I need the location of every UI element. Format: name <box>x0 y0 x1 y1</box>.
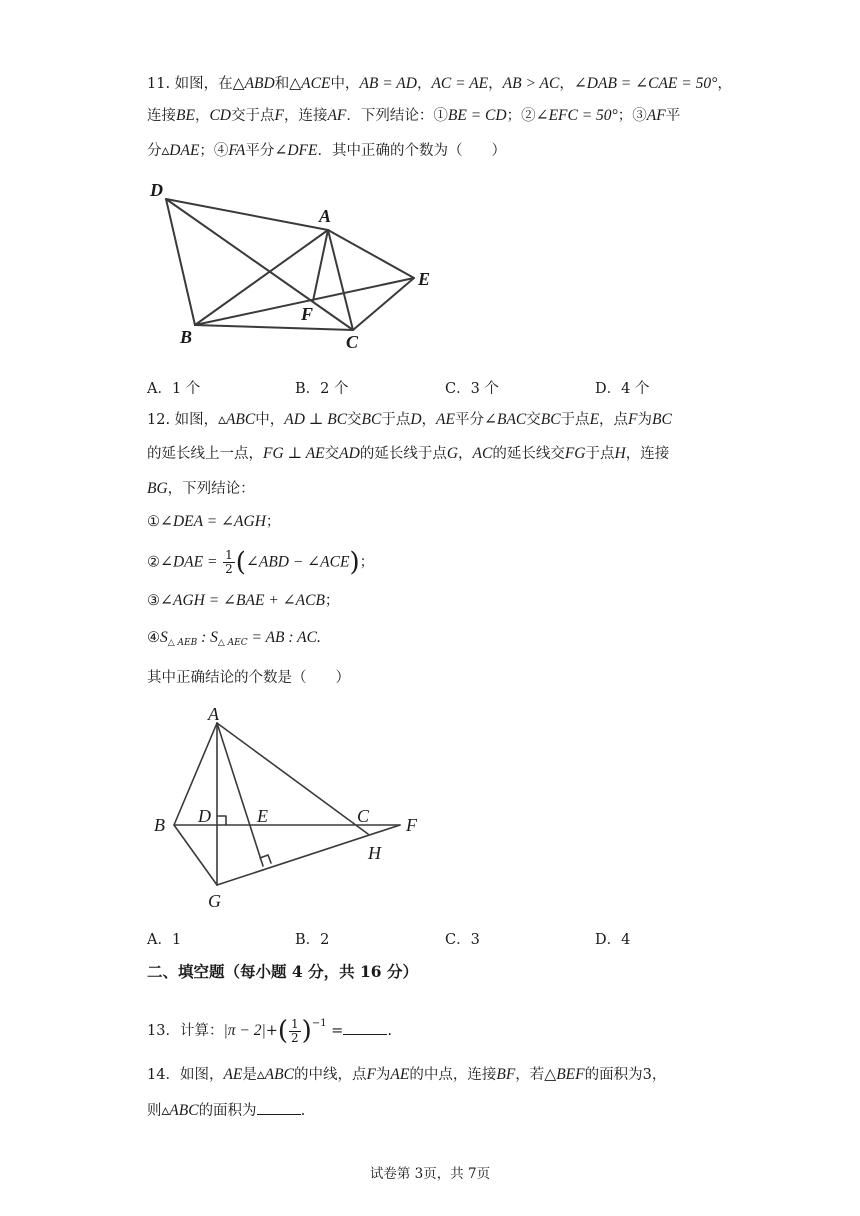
q12-math: BC <box>361 411 382 428</box>
q11-text: ；③ <box>617 108 647 124</box>
q13-text: . <box>387 1023 392 1039</box>
q11-math: BE = CD <box>447 107 507 124</box>
q12-text: 交 <box>324 446 340 462</box>
q12-math: ∠ABD − ∠ACE <box>245 553 350 571</box>
q12-text: 于点 <box>585 446 615 462</box>
q12-text: ，点 <box>599 412 629 428</box>
q12-conclusion-4 <box>147 628 321 653</box>
q12-math: FG <box>564 445 586 462</box>
q12-math: F <box>628 411 638 428</box>
q14-text: 则 <box>147 1103 162 1119</box>
q12-text: ③ <box>147 593 160 609</box>
q14-math: BF <box>496 1066 516 1083</box>
q12-text: ； <box>265 514 281 530</box>
q11-line-2 <box>147 106 680 126</box>
label-d: D <box>198 806 211 826</box>
q12-math: ∠AGH = ∠BAE + ∠ACB <box>160 592 325 609</box>
fraction-numerator: 1 <box>291 1016 299 1031</box>
q14-math: ▵ABC <box>161 1102 199 1119</box>
label-e: E <box>257 806 268 826</box>
right-angle-d <box>217 816 226 825</box>
q11-text: ， <box>488 76 503 92</box>
q11-text: 连接 <box>147 108 176 124</box>
q11-math: AB > AC <box>502 75 560 92</box>
q12-conclusion-3 <box>147 591 339 611</box>
q12-conclusion-2 <box>147 549 374 576</box>
q11-math: △ACE <box>289 75 331 92</box>
q12-math: AD <box>339 445 360 462</box>
fraction-numerator: 1 <box>225 548 233 562</box>
q12-text: ① <box>147 514 160 530</box>
q11-math: ∠DAB = ∠CAE = 50° <box>573 75 718 92</box>
q13-text: = <box>326 1023 344 1039</box>
q11-figure <box>140 172 450 357</box>
answer-blank[interactable] <box>343 1019 387 1035</box>
q11-text: 中， <box>330 76 360 92</box>
fraction-denominator: 2 <box>291 1030 299 1045</box>
q14-text: 的中点，连接 <box>409 1067 497 1083</box>
q14-text: 的面积为 <box>198 1103 257 1119</box>
q12-math: S <box>210 629 218 646</box>
segment-ae-extended <box>217 723 263 866</box>
q12-text: 中， <box>255 412 285 428</box>
segment-db <box>166 199 195 325</box>
segment-ae <box>328 230 414 278</box>
paren-right: ) <box>349 547 360 578</box>
q11-text: ．其中正确的个数为（ ） <box>317 143 506 159</box>
q12-line-2 <box>147 444 669 464</box>
q12-math: AD ⊥ BC <box>284 411 348 428</box>
q14-line-1 <box>147 1065 666 1085</box>
q14-line-2 <box>147 1099 305 1121</box>
q12-math: D <box>410 411 422 428</box>
q11-option-c: C．3 个 <box>445 381 499 397</box>
q11-text: ， <box>194 108 210 124</box>
q12-math: FG ⊥ AE <box>263 445 325 462</box>
q14-math: F <box>366 1066 376 1083</box>
q11-text: ， <box>559 76 574 92</box>
q11-line-3 <box>147 141 506 161</box>
q12-text: 的延长线交 <box>492 446 565 462</box>
q12-text: 为 <box>637 412 652 428</box>
q11-text: 平 <box>665 108 681 124</box>
segment-ah <box>217 723 368 834</box>
q12-text: ，连接 <box>625 446 670 462</box>
q12-option-c: C．3 <box>445 932 480 948</box>
segment-af <box>313 230 328 301</box>
q13-math: |π − 2| <box>223 1022 266 1039</box>
q14-text: 的面积为 <box>584 1067 643 1083</box>
subscript: △ AEC <box>217 638 248 648</box>
label-e: E <box>418 269 431 289</box>
label-a: A <box>208 704 219 724</box>
q12-math: E <box>589 411 600 428</box>
q11-math: F <box>274 107 284 124</box>
paren-right: ) <box>301 1016 312 1046</box>
q11-math: AC = AE <box>431 75 489 92</box>
paren-left: ( <box>277 1016 289 1046</box>
q12-text: ； <box>324 593 340 609</box>
q12-line-1 <box>147 410 672 430</box>
q11-option-d: D．4 个 <box>595 381 650 397</box>
fraction-half <box>223 549 235 576</box>
q11-math: ▵DAE <box>161 142 200 159</box>
q12-math: H <box>614 445 626 462</box>
q11-option-b: B．2 个 <box>295 381 349 397</box>
q11-text: ；② <box>506 108 536 124</box>
q12-text: 于点 <box>381 412 411 428</box>
q12-conclusion-1 <box>147 512 280 532</box>
q12-text: ； <box>359 554 375 571</box>
segment-bg <box>174 825 217 885</box>
q12-text: 于点 <box>560 412 590 428</box>
q11-text: 11. 如图，在 <box>147 76 233 92</box>
q11-math: AB = AD <box>359 75 417 92</box>
q12-option-b: B．2 <box>295 932 330 948</box>
label-c: C <box>357 806 370 826</box>
answer-blank[interactable] <box>257 1099 301 1115</box>
q11-math: AF <box>327 107 347 124</box>
q11-math: ∠EFC = 50° <box>535 107 618 124</box>
q11-option-a: A．1 个 <box>147 381 201 397</box>
q14-text: 为 <box>375 1067 391 1083</box>
q12-text: 平分 <box>454 412 484 428</box>
q14-text: . <box>300 1103 306 1119</box>
q11-text: 和 <box>274 76 290 92</box>
q14-text: 是 <box>242 1067 257 1083</box>
section-title: 二、填空题（每小题 4 分，共 16 分） <box>147 962 418 981</box>
q14-text: 14．如图， <box>147 1067 224 1083</box>
q12-figure <box>145 700 435 915</box>
q12-math: AE <box>436 411 455 428</box>
q11-math: BE <box>176 107 195 124</box>
label-h: H <box>368 843 381 863</box>
q12-text: 交 <box>347 412 362 428</box>
q12-option-d: D．4 <box>595 932 631 948</box>
paren-left: ( <box>235 547 246 578</box>
q12-option-a: A．1 <box>147 932 182 948</box>
q11-line-1 <box>147 74 732 94</box>
segment-bc <box>195 325 353 330</box>
q12-math: AC <box>472 445 493 462</box>
q12-math: ▵ABC <box>218 411 256 428</box>
q12-text: ，下列结论： <box>167 481 255 497</box>
q12-math: BG <box>147 480 168 497</box>
q11-text: 分 <box>147 143 162 159</box>
q11-text: ．下列结论：① <box>346 108 448 124</box>
label-f: F <box>301 304 314 324</box>
q12-math: ∠BAC <box>483 411 527 428</box>
q11-math: △ABD <box>232 75 275 92</box>
q14-math: △BEF <box>544 1066 585 1083</box>
q11-text: ；④ <box>199 143 229 159</box>
q12-math: ∠DEA = ∠AGH <box>160 513 266 530</box>
q14-text: ，若 <box>515 1067 545 1083</box>
q12-math: G <box>446 445 459 462</box>
segment-ce <box>353 278 414 330</box>
label-c: C <box>346 332 359 352</box>
page-footer: 试卷第 3页，共 7页 <box>369 1166 491 1182</box>
q12-math: BC <box>540 411 561 428</box>
label-g: G <box>208 891 221 911</box>
q12-text: ， <box>421 412 437 428</box>
q11-text: ， <box>416 76 432 92</box>
label-a: A <box>319 206 332 226</box>
q12-text: ② <box>147 554 160 571</box>
q12-text: ， <box>458 446 473 462</box>
label-f: F <box>406 815 417 835</box>
q11-math: AF <box>646 107 666 124</box>
q12-text: 交 <box>526 412 541 428</box>
q14-math: AE <box>223 1066 243 1083</box>
q12-line-3 <box>147 479 255 499</box>
q11-text: ， <box>717 76 732 92</box>
label-b: B <box>154 815 165 835</box>
q14-math: AE <box>390 1066 410 1083</box>
q11-text: ，连接 <box>283 108 328 124</box>
q14-math: ▵ABC <box>256 1066 294 1083</box>
q12-math: = AB : AC. <box>247 629 321 646</box>
q13-text: + <box>265 1023 278 1039</box>
q14-text: 的中线，点 <box>293 1067 367 1083</box>
fraction-denominator: 2 <box>225 562 233 576</box>
q12-text: 12. 如图， <box>147 412 219 428</box>
q12-math: S <box>160 629 168 646</box>
subscript: △ AEB <box>167 638 198 648</box>
q14-text: 3 <box>642 1067 652 1083</box>
q12-text: ④ <box>147 630 160 646</box>
q13-text: 13．计算： <box>147 1023 224 1039</box>
q12-ask: 其中正确结论的个数是（ ） <box>147 670 350 686</box>
fraction-half <box>289 1018 301 1045</box>
q12-text: 的延长线于点 <box>359 446 447 462</box>
segment-da <box>166 199 328 230</box>
label-d: D <box>150 180 163 200</box>
q12-math: BC <box>652 411 672 428</box>
q12-text: 的延长线上一点， <box>147 446 263 462</box>
q13-line <box>147 1014 392 1045</box>
q11-math: FA <box>228 142 246 159</box>
exponent: −1 <box>311 1018 327 1029</box>
q11-math: ∠DFE <box>274 142 318 159</box>
label-b: B <box>180 327 193 347</box>
q14-text: ， <box>651 1067 667 1083</box>
q12-math: ∠DAE = <box>160 553 218 571</box>
q11-math: CD <box>209 107 231 124</box>
q11-text: 交于点 <box>230 108 275 124</box>
q11-text: 平分 <box>245 143 275 159</box>
q12-math: : <box>197 629 211 646</box>
